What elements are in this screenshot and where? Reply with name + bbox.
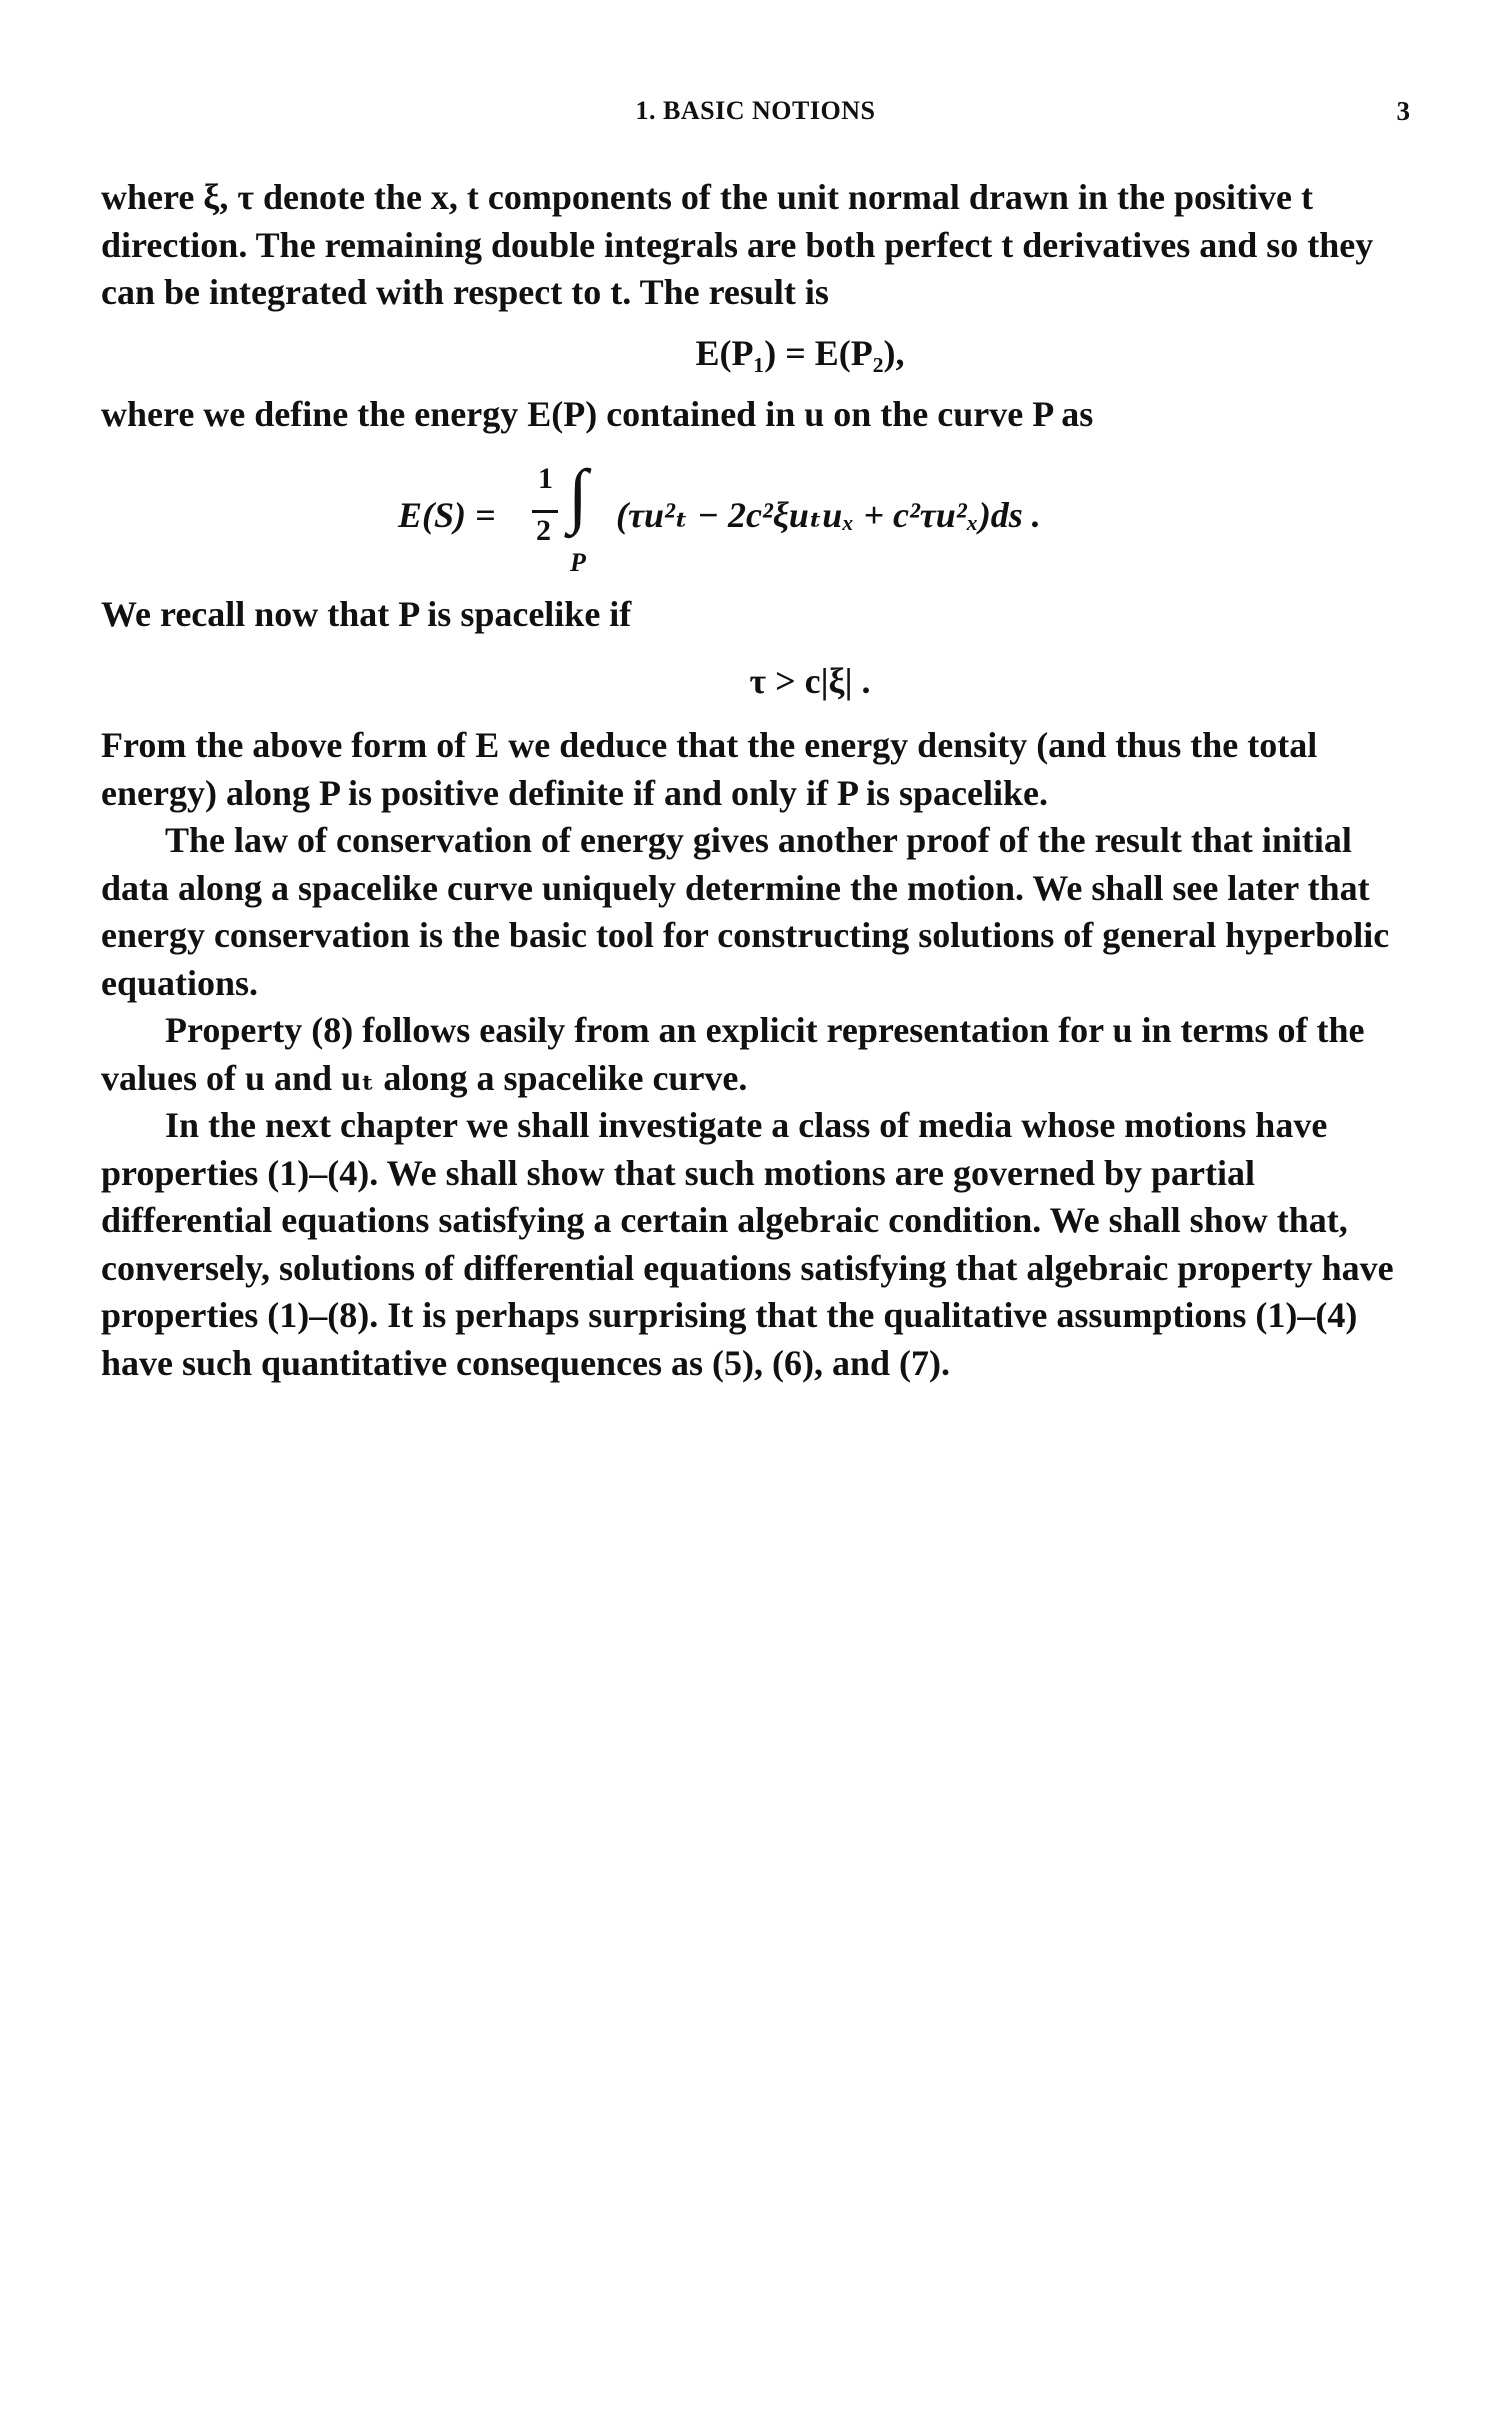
fraction-numerator: 1 [538, 462, 553, 495]
energy-definition-line: where we define the energy E(P) contained in u on the curve P as [101, 394, 1094, 434]
paragraph-block [101, 817, 1410, 1387]
fraction-bar [532, 510, 558, 513]
paragraph-energy-density [101, 722, 1410, 817]
equation-energy-integral [398, 455, 1158, 582]
paragraph-property-8: Property (8) follows easily from an explicit representation for u in terms of the values of u and uₜ along a spacelike curve. [101, 1010, 1365, 1098]
spacelike-line: We recall now that P is spacelike if [101, 594, 632, 634]
equation-energy-equality: E(P₁) = E(P₂), [695, 333, 905, 373]
paragraph-next-chapter: In the next chapter we shall investigate a class of media whose motions have properties (1)–(4). We shall show that such motions are governed by partial differential equations satisfying a certain algebraic condition. We shall show that, conversely, solutions of differential equations satisfying that algebraic property have properties (1)–(8). It is perhaps surprising that the qualitative assumptions (1)–(4) have such quantitative consequences as (5), (6), and (7). [101, 1105, 1394, 1383]
equation-lhs: E(S) = [398, 495, 496, 535]
page-number: 3 [1396, 96, 1410, 126]
running-head: 1. BASIC NOTIONS [635, 96, 876, 125]
fraction-denominator: 2 [536, 514, 551, 547]
integral-subscript: P [570, 548, 586, 577]
integral-sign: ∫ [568, 455, 588, 535]
page-header [101, 96, 1410, 136]
integrand: (τu²ₜ − 2c²ξuₜuₓ + c²τu²ₓ)ds . [616, 495, 1041, 535]
paragraph-conservation: The law of conservation of energy gives another proof of the result that initial data along a spacelike curve uniquely determine the motion. We shall see later that energy conservation is the basic tool for constructing solutions of general hyperbolic equations. [101, 820, 1390, 1003]
equation-spacelike-condition: τ > c|ξ| . [749, 661, 871, 701]
paragraph-energy-density-text: From the above form of E we deduce that the energy density (and thus the total energy) along P is positive definite if and only if P is spacelike. [101, 725, 1318, 813]
paragraph-intro: where ξ, τ denote the x, t components of the unit normal drawn in the positive t direction. The remaining double integrals are both perfect t derivatives and so they can be integrated with respect to t. The result is [101, 177, 1374, 312]
